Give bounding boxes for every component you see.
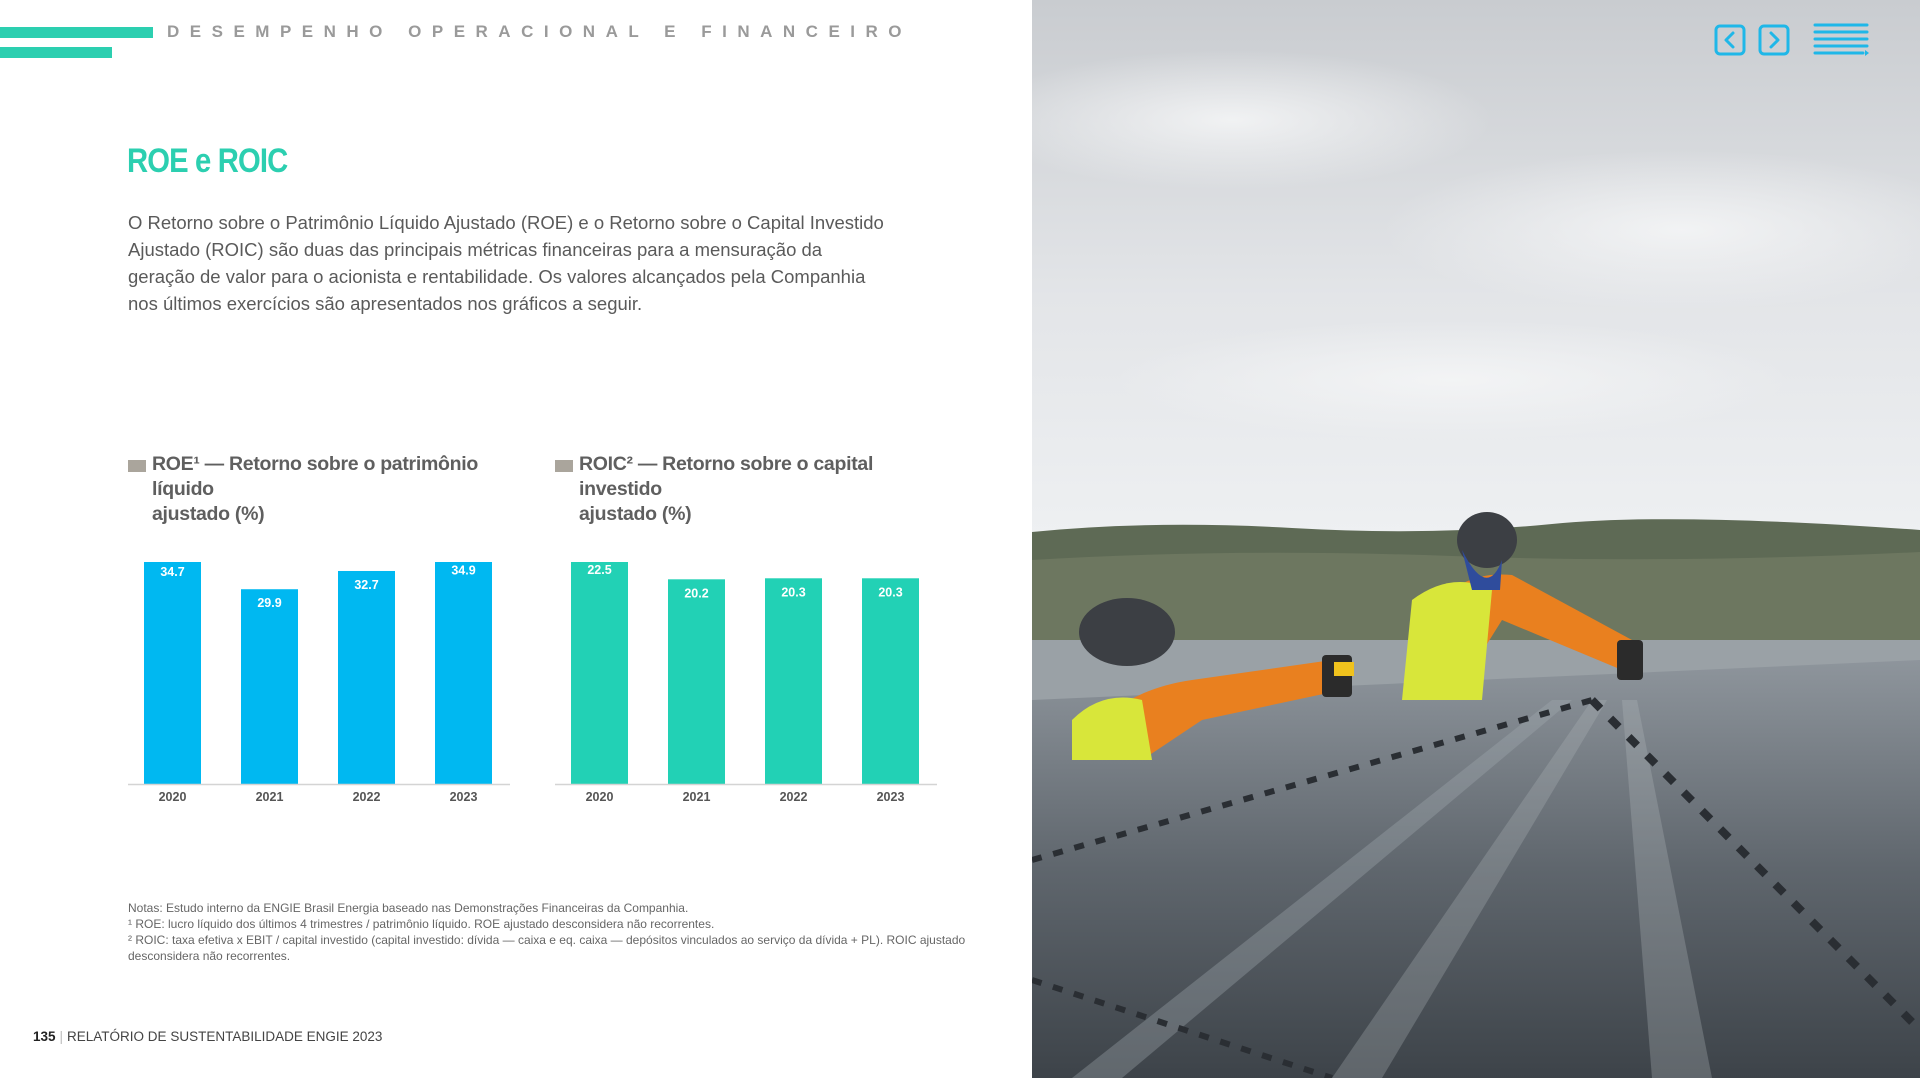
next-page-button[interactable] (1758, 24, 1790, 56)
roe-chart-title (152, 452, 518, 527)
roic-bar-chart (555, 562, 945, 832)
chart-notes (128, 900, 998, 964)
roe-value-label-2020: 34.7 (160, 564, 185, 579)
note-roe: ¹ ROE: lucro líquido dos últimos 4 trimestres / patrimônio líquido. ROE ajustado desconsidera não recorrentes. (128, 917, 715, 931)
page-title: ROE e ROIC (127, 142, 288, 180)
roic-chart-header (555, 452, 945, 525)
roe-value-label-2022: 32.7 (354, 577, 379, 592)
report-title: RELATÓRIO DE SUSTENTABILIDADE ENGIE 2023 (67, 1029, 383, 1044)
roe-category-label-2020: 2020 (158, 790, 187, 804)
page-number: 135 (33, 1029, 56, 1044)
note-source: Notas: Estudo interno da ENGIE Brasil Energia baseado nas Demonstrações Financeiras da Companhia. (128, 901, 689, 915)
roic-category-label-2021: 2021 (682, 790, 711, 804)
roe-value-label-2021: 29.9 (257, 596, 282, 611)
roic-value-label-2023: 20.3 (878, 585, 903, 600)
roe-category-label-2023: 2023 (449, 790, 478, 804)
chevron-left-icon (1726, 33, 1733, 47)
menu-icon (1815, 25, 1867, 53)
roe-bar-2020 (144, 562, 201, 784)
chevron-right-icon (1771, 33, 1778, 47)
intro-paragraph: O Retorno sobre o Patrimônio Líquido Ajustado (ROE) e o Retorno sobre o Capital Investido Ajustado (ROIC) são duas das principais métricas financeiras para a mensuração da geração de valor para o acionista e rentabilidade. Os valores alcançados pela Companhia nos últimos exercícios são apresentados nos gráficos a seguir. (128, 212, 884, 314)
footer-separator: | (59, 1029, 64, 1044)
decorative-bar-bottom (0, 47, 112, 58)
menu-button[interactable] (1813, 22, 1871, 58)
roe-value-label-2023: 34.9 (451, 563, 476, 578)
roic-category-label-2023: 2023 (876, 790, 905, 804)
roe-legend-swatch (128, 460, 146, 472)
roe-bar-chart (128, 562, 518, 832)
roic-category-label-2022: 2022 (779, 790, 808, 804)
roe-chart-header (128, 452, 518, 525)
roe-bar-2022 (338, 571, 395, 784)
roe-category-label-2021: 2021 (255, 790, 284, 804)
roic-bar-2021 (668, 579, 725, 784)
roe-chart-title-line2: ajustado (%) (152, 503, 265, 525)
roic-bar-2022 (765, 578, 822, 784)
section-title: DESEMPENHO OPERACIONAL E FINANCEIRO (167, 22, 913, 41)
roic-category-label-2020: 2020 (585, 790, 614, 804)
prev-page-button[interactable] (1714, 24, 1746, 56)
roic-chart-title-line2: ajustado (%) (579, 503, 692, 525)
solar-workers-photo (1032, 0, 1920, 1078)
roe-category-label-2022: 2022 (352, 790, 381, 804)
roe-chart (128, 452, 518, 832)
note-roic: ² ROIC: taxa efetiva x EBIT / capital investido (capital investido: dívida — caixa e eq. caixa — depósitos vinculados ao serviço da dívida + PL). ROIC ajustado desconsidera não recorrentes. (128, 933, 966, 963)
roe-bar-2021 (241, 589, 298, 784)
roic-chart (555, 452, 945, 832)
roic-chart-title (579, 452, 945, 527)
roe-chart-title-line1: ROE¹ — Retorno sobre o patrimônio líquido (152, 453, 478, 500)
roic-legend-swatch (555, 460, 573, 472)
decorative-bar-top (0, 27, 153, 38)
page-footer (33, 1029, 382, 1044)
roic-bar-2020 (571, 562, 628, 784)
roic-value-label-2022: 20.3 (781, 585, 806, 600)
roic-bar-2023 (862, 578, 919, 784)
roic-value-label-2020: 22.5 (587, 563, 612, 577)
roic-chart-title-line1: ROIC² — Retorno sobre o capital investido (579, 453, 874, 500)
roe-bar-2023 (435, 562, 492, 784)
roic-value-label-2021: 20.2 (684, 586, 709, 601)
